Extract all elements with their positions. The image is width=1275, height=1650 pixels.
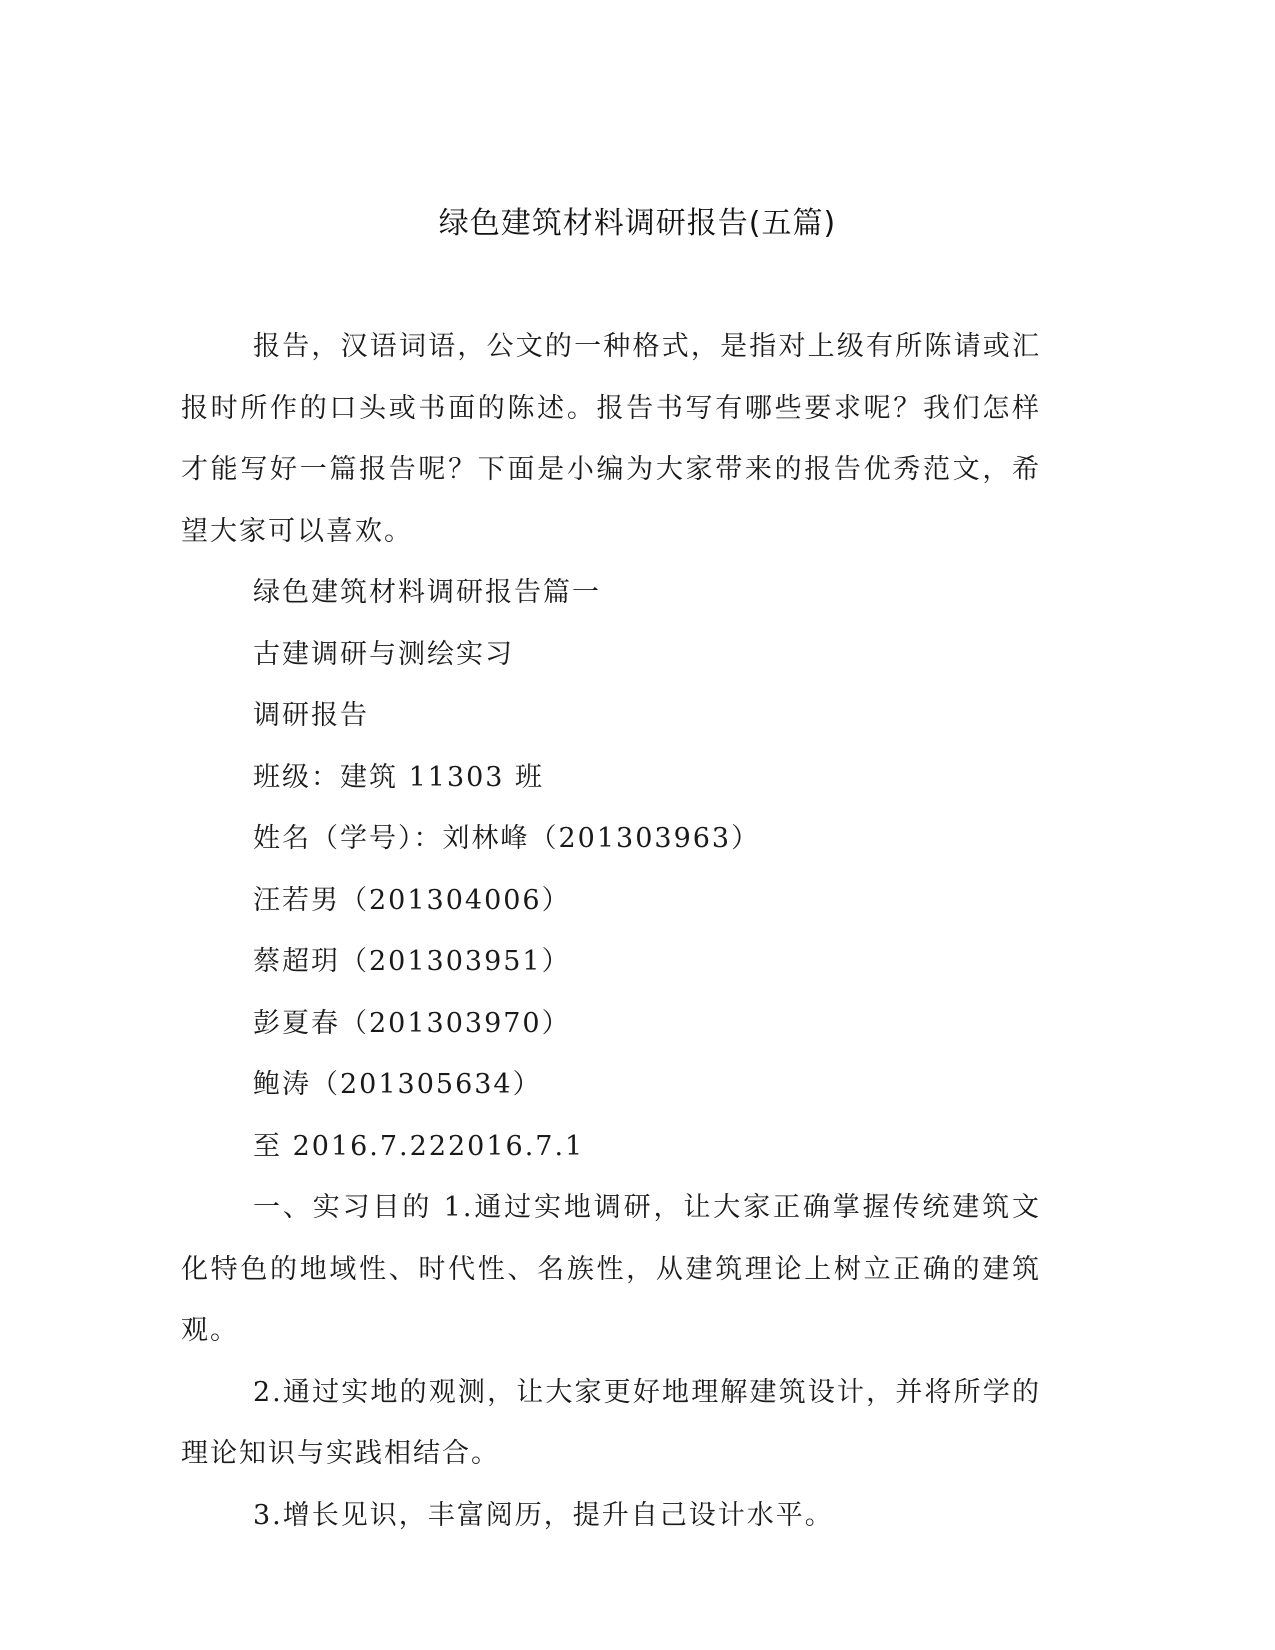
report-label: 调研报告 <box>253 700 369 731</box>
member-line: 汪若男（201304006） <box>253 884 571 916</box>
member-line: 鲍涛（201305634） <box>253 1069 542 1100</box>
purpose-paragraph-1: 一、实习目的 1.通过实地调研，让大家正确掌握传统建筑文化特色的地域性、时代性、名族性，从建筑理论上树立正确的建筑观。 <box>181 1192 1041 1346</box>
intro-paragraph: 报告，汉语词语，公文的一种格式，是指对上级有所陈请或汇报时所作的口头或书面的陈述。报告书写有哪些要求呢？我们怎样才能写好一篇报告呢？下面是小编为大家带来的报告优秀范文，希望大家可以喜欢。 <box>181 331 1041 547</box>
document-title: 绿色建筑材料调研报告(五篇) <box>438 206 837 241</box>
class-line: 班级：建筑 11303 班 <box>253 761 545 793</box>
purpose-paragraph-2: 2.通过实地的观测，让大家更好地理解建筑设计，并将所学的理论知识与实践相结合。 <box>181 1376 1041 1469</box>
name-line: 姓名（学号）：刘林峰（201303963） <box>253 823 761 854</box>
member-line: 彭夏春（201303970） <box>253 1007 571 1039</box>
section-heading: 绿色建筑材料调研报告篇一 <box>253 577 601 608</box>
purpose-paragraph-3: 3.增长见识，丰富阅历，提升自己设计水平。 <box>253 1499 834 1531</box>
member-line: 蔡超玥（201303951） <box>253 946 571 977</box>
document-body <box>181 316 1041 1546</box>
report-subtitle: 古建调研与测绘实习 <box>253 638 514 670</box>
date-line: 至 2016.7.222016.7.1 <box>253 1130 585 1162</box>
